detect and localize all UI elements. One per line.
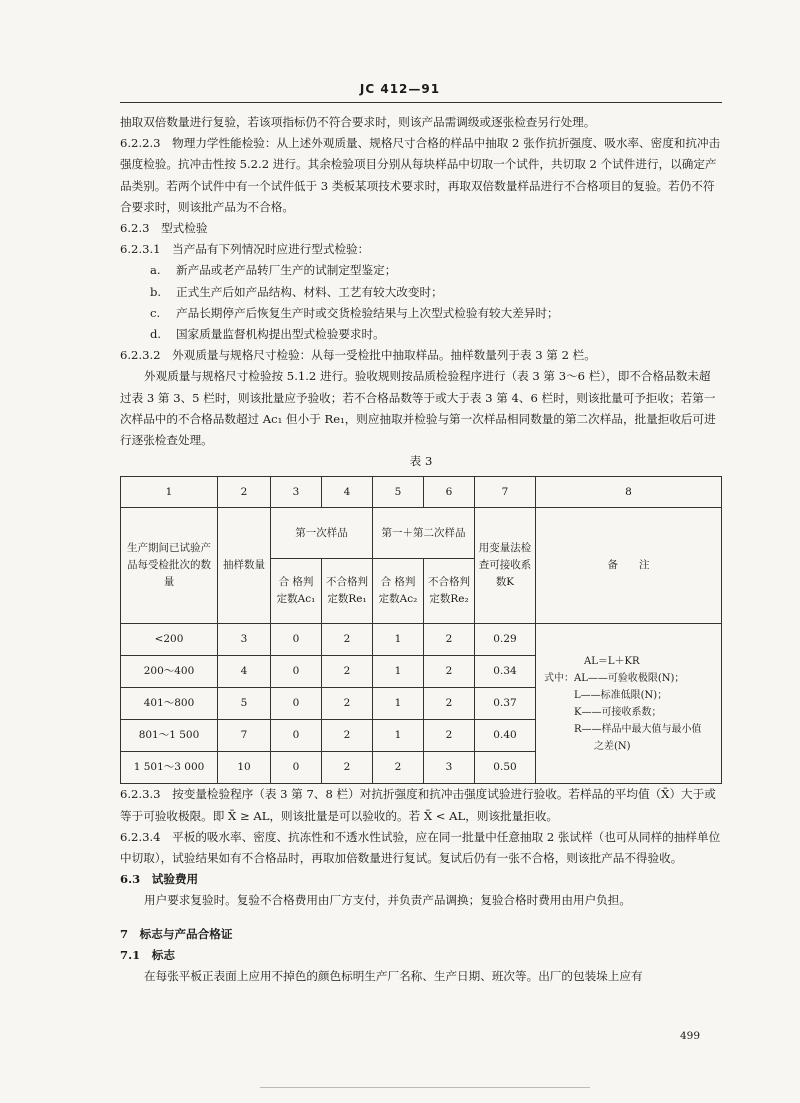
cell-re2: 2 bbox=[424, 720, 475, 752]
running-header: JC 412—91 bbox=[359, 82, 441, 96]
list-item: c. 产品长期停产后恢复生产时或交货检验结果与上次型式检验有较大差异时； bbox=[150, 305, 559, 320]
cell-ac2: 1 bbox=[373, 624, 424, 656]
clause-6-2-3-3: 6.2.3.3 按变量检验程序（表 3 第 7、8 栏）对抗折强度和抗冲击强度试验进行验收。若样品的平均值（X̄）大于或等于可验收极限。即 X̄ ≥ AL，则该批量是可以验收的。若 X̄ < AL，则该批量拒收。 bbox=[120, 787, 716, 823]
clause-6-2-3-2: 6.2.3.2 外观质量与规格尺寸检验：从每一受检批中抽取样品。抽样数量列于表 3 第 2 栏。 bbox=[120, 348, 596, 363]
paragraph: 用户要求复验时。复验不合格费用由厂方支付，并负责产品调换；复验合格时费用由用户负担。 bbox=[144, 893, 631, 908]
cell-lot: 401～800 bbox=[121, 688, 218, 720]
remark-line: AL＝L＋KR bbox=[584, 655, 640, 667]
header-first-sample: 第一次样品 bbox=[271, 508, 373, 559]
cell-n: 3 bbox=[218, 624, 271, 656]
cell-n: 10 bbox=[218, 752, 271, 784]
cell-n: 5 bbox=[218, 688, 271, 720]
page-number: 499 bbox=[679, 1030, 700, 1042]
remarks-cell bbox=[536, 624, 722, 784]
cell-k: 0.40 bbox=[475, 720, 536, 752]
header-k: 用变量法检查可接收系数K bbox=[475, 508, 536, 624]
cell-k: 0.34 bbox=[475, 656, 536, 688]
table-header-row bbox=[121, 508, 722, 559]
cell-re1: 2 bbox=[322, 752, 373, 784]
header-sample-size: 抽样数量 bbox=[218, 508, 271, 624]
header-ac1: 合 格判定数Ac₁ bbox=[271, 559, 322, 624]
remark-line: 式中：AL——可验收极限(N)； bbox=[544, 672, 685, 684]
paragraph: 外观质量与规格尺寸检验按 5.1.2 进行。验收规则按品质检验程序进行（表 3 第 3～6 栏），即不合格品数未超过表 3 第 3、5 栏时，则该批量应予验收；若不合格品数等于或大于表 3 第 4、6 栏时，则该批量可予拒收；若第一次样品中的不合格品数超过 Ac₁ 但小于 Re₁，则应抽取并检验与第一次样品相同数量的第二次样品，批量拒收后可进行逐张检查处理。 bbox=[120, 369, 716, 448]
col-number: 4 bbox=[322, 477, 373, 508]
remark-line: 之差(N) bbox=[544, 740, 631, 752]
col-number: 3 bbox=[271, 477, 322, 508]
col-number: 1 bbox=[121, 477, 218, 508]
cell-lot: 801～1 500 bbox=[121, 720, 218, 752]
list-item: a. 新产品或老产品转厂生产的试制定型鉴定； bbox=[150, 263, 397, 278]
cell-lot: 200～400 bbox=[121, 656, 218, 688]
table-3 bbox=[120, 476, 722, 784]
cell-ac2: 1 bbox=[373, 656, 424, 688]
table-row bbox=[121, 624, 722, 656]
col-number: 6 bbox=[424, 477, 475, 508]
col-number: 7 bbox=[475, 477, 536, 508]
header-remarks: 备 注 bbox=[536, 508, 722, 624]
list-item: d. 国家质量监督机构提出型式检验要求时。 bbox=[150, 327, 385, 342]
heading-7: 7 标志与产品合格证 bbox=[120, 926, 233, 941]
header-combined-sample: 第一＋第二次样品 bbox=[373, 508, 475, 559]
bottom-rule bbox=[260, 1087, 590, 1088]
cell-ac2: 1 bbox=[373, 720, 424, 752]
cell-lot: <200 bbox=[121, 624, 218, 656]
heading-6-3: 6.3 试验费用 bbox=[120, 872, 199, 887]
cell-ac1: 0 bbox=[271, 656, 322, 688]
cell-re2: 3 bbox=[424, 752, 475, 784]
cell-re2: 2 bbox=[424, 624, 475, 656]
cell-k: 0.37 bbox=[475, 688, 536, 720]
clause-6-2-3-4: 6.2.3.4 平板的吸水率、密度、抗冻性和不透水性试验，应在同一批量中任意抽取 2 张试样（也可从同样的抽样单位中切取），试验结果如有不合格品时，再取加倍数量进行复试。复试后仍有一张不合格，则该批产品不得验收。 bbox=[120, 829, 721, 866]
cell-k: 0.29 bbox=[475, 624, 536, 656]
cell-re2: 2 bbox=[424, 688, 475, 720]
remark-line: R——样品中最大值与最小值 bbox=[544, 723, 702, 735]
col-number: 5 bbox=[373, 477, 424, 508]
clause-6-2-3-1: 6.2.3.1 当产品有下列情况时应进行型式检验： bbox=[120, 242, 370, 257]
body-text bbox=[120, 112, 722, 987]
remark-line: K——可接收系数； bbox=[544, 706, 662, 718]
header-ac2: 合 格判定数Ac₂ bbox=[373, 559, 424, 624]
clause-6-2-2-3: 6.2.2.3 物理力学性能检验：从上述外观质量、规格尺寸合格的样品中抽取 2 张作抗折强度、吸水率、密度和抗冲击强度检验。抗冲击性按 5.2.2 进行。其余检验项目分别从每块样品中切取一个试件，共切取 2 个试件进行，以确定产品类别。若两个试件中有一个试件低于 3 类板某项技术要求时，再取双倍数量样品进行不合格项目的复验。若仍不符合要求时，则该批产品为不合格。 bbox=[120, 136, 721, 214]
remark-line: L——标准低限(N)； bbox=[544, 689, 668, 701]
list-item: b. 正式生产后如产品结构、材料、工艺有较大改变时； bbox=[150, 284, 443, 299]
header-rule bbox=[120, 102, 722, 103]
cell-ac2: 2 bbox=[373, 752, 424, 784]
col-number: 2 bbox=[218, 477, 271, 508]
cell-lot: 1 501～3 000 bbox=[121, 752, 218, 784]
cell-ac1: 0 bbox=[271, 624, 322, 656]
cell-ac1: 0 bbox=[271, 688, 322, 720]
cell-re1: 2 bbox=[322, 624, 373, 656]
cell-k: 0.50 bbox=[475, 752, 536, 784]
cell-ac1: 0 bbox=[271, 720, 322, 752]
cell-re1: 2 bbox=[322, 688, 373, 720]
heading-6-2-3: 6.2.3 型式检验 bbox=[120, 221, 208, 236]
header-re1: 不合格判定数Re₁ bbox=[322, 559, 373, 624]
header-re2: 不合格判定数Re₂ bbox=[424, 559, 475, 624]
cell-ac1: 0 bbox=[271, 752, 322, 784]
table-column-numbers bbox=[121, 477, 722, 508]
col-number: 8 bbox=[536, 477, 722, 508]
table-caption: 表 3 bbox=[409, 454, 433, 469]
paragraph: 在每张平板正表面上应用不掉色的颜色标明生产厂名称、生产日期、班次等。出厂的包装垛上应有 bbox=[144, 969, 643, 984]
paragraph: 抽取双倍数量进行复验，若该项指标仍不符合要求时，则该产品需调级或逐张检查另行处理。 bbox=[120, 115, 596, 129]
cell-re1: 2 bbox=[322, 720, 373, 752]
heading-7-1: 7.1 标志 bbox=[120, 947, 175, 962]
cell-re2: 2 bbox=[424, 656, 475, 688]
cell-ac2: 1 bbox=[373, 688, 424, 720]
header-lot-size: 生产期间已试验产品每受检批次的数量 bbox=[121, 508, 218, 624]
cell-n: 7 bbox=[218, 720, 271, 752]
cell-n: 4 bbox=[218, 656, 271, 688]
cell-re1: 2 bbox=[322, 656, 373, 688]
